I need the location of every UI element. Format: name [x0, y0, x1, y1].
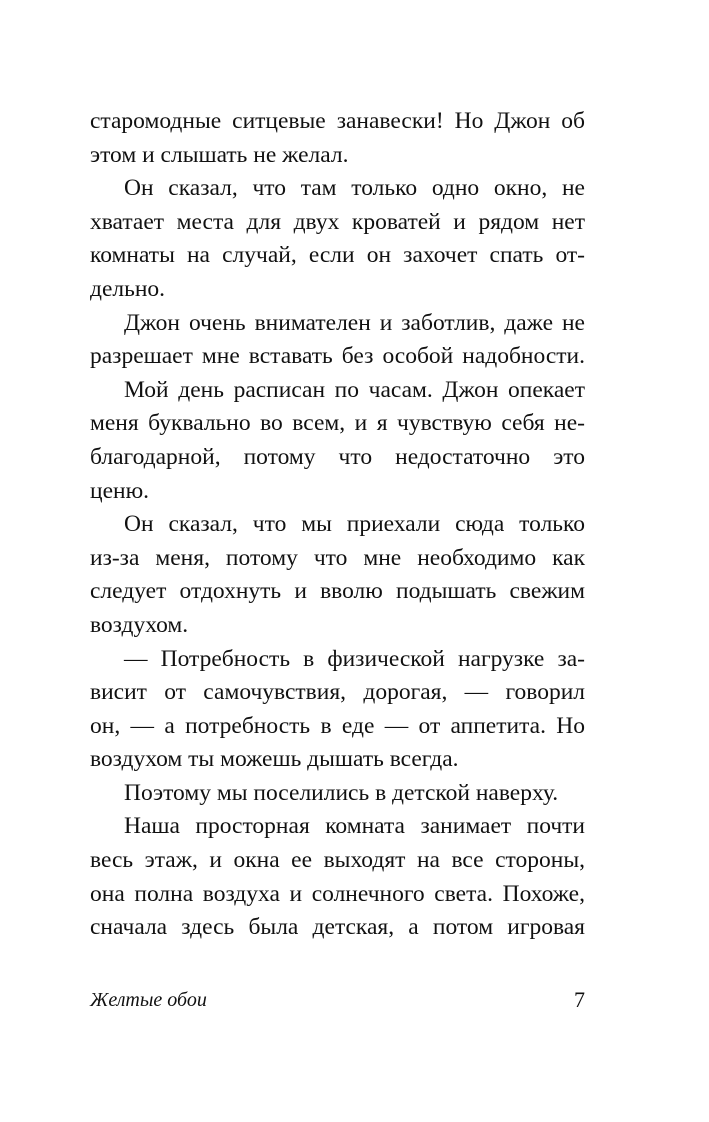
text-line: Джон очень внимателен и заботлив, даже не: [124, 309, 585, 336]
text-line: висит от самочувствия, дорогая, — говорил: [90, 679, 585, 706]
text-line: комнаты на случай, если он захочет спать от-: [90, 242, 585, 269]
text-line: ценю.: [90, 477, 150, 504]
text-line: весь этаж, и окна ее выходят на все стороны,: [90, 847, 585, 874]
text-line: из-за меня, потому что мне необходимо как: [90, 544, 585, 571]
page-body: [90, 105, 585, 945]
text-line: Наша просторная комната занимает почти: [124, 813, 585, 840]
text-line: она полна воздуха и солнечного света. Похоже,: [90, 880, 585, 907]
text-line: Он сказал, что мы приехали сюда только: [124, 511, 585, 538]
text-line: Поэтому мы поселились в детской наверху.: [124, 779, 559, 806]
page-number: 7: [574, 987, 585, 1012]
text-line: он, — а потребность в еде — от аппетита. Но: [90, 712, 585, 739]
text-line: разрешает мне вставать без особой надобности.: [90, 343, 585, 370]
text-line: дельно.: [90, 275, 166, 302]
text-line: сначала здесь была детская, а потом игровая: [90, 914, 585, 941]
running-title: Желтые обои: [90, 989, 207, 1011]
text-line: Мой день расписан по часам. Джон опекает: [124, 376, 585, 403]
text-line: благодарной, потому что недостаточно это: [90, 443, 585, 470]
text-line: этом и слышать не желал.: [90, 141, 349, 168]
text-line: воздухом ты можешь дышать всегда.: [90, 746, 459, 773]
text-line: Он сказал, что там только одно окно, не: [124, 175, 585, 202]
text-line: — Потребность в физической нагрузке за-: [124, 645, 585, 672]
text-line: старомодные ситцевые занавески! Но Джон об: [90, 108, 585, 134]
text-line: хватает места для двух кроватей и рядом нет: [90, 208, 585, 235]
text-line: следует отдохнуть и вволю подышать свежим: [90, 578, 585, 605]
text-line: меня буквально во всем, и я чувствую себя не-: [90, 410, 585, 437]
text-line: воздухом.: [90, 611, 189, 638]
